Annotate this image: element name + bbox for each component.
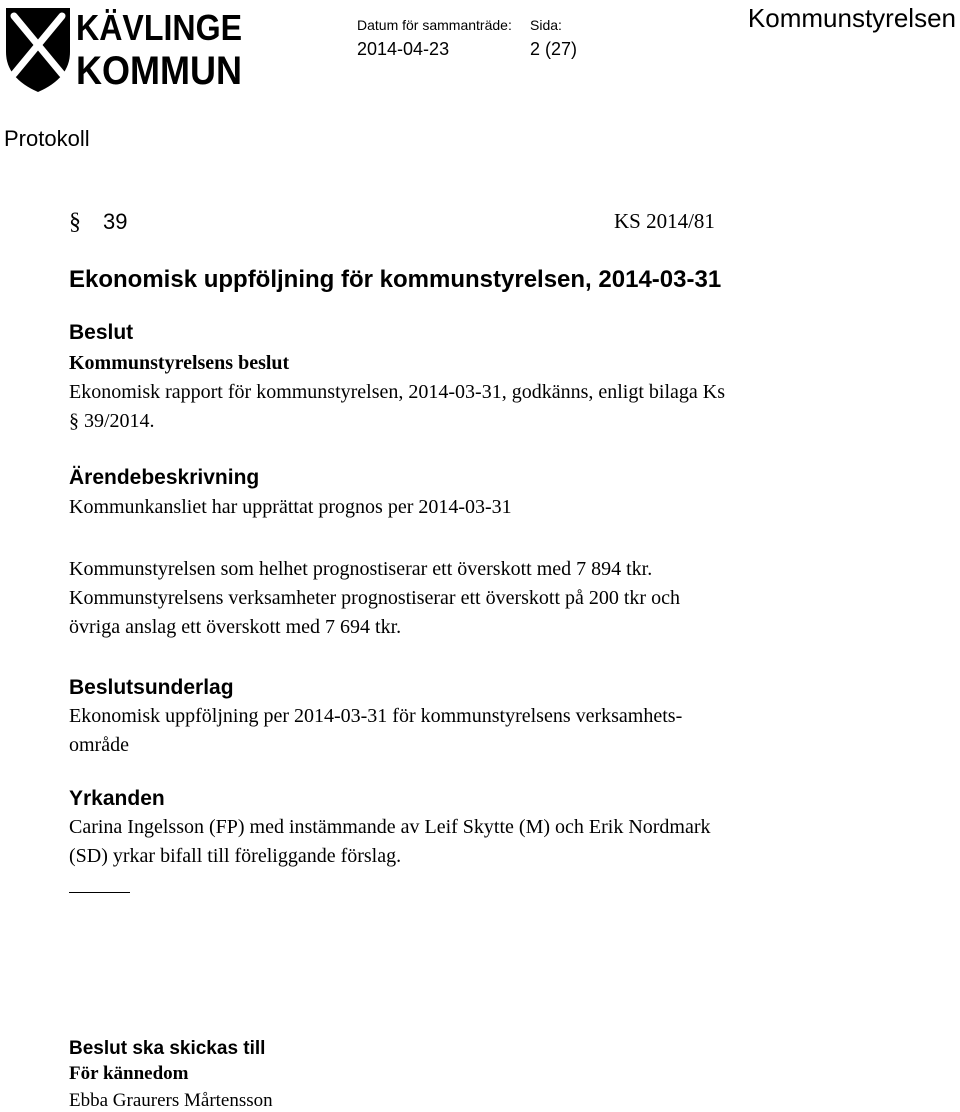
item-number: 39 [103,209,128,234]
beslut-text-line1: Ekonomisk rapport för kommunstyrelsen, 2014-03-31, godkänns, enligt bilaga Ks [69,381,726,403]
page-value: 2 (27) [530,39,578,59]
yrkanden-line2: (SD) yrkar bifall till föreliggande förslag. [69,845,402,867]
board-name: Kommunstyrelsen [747,3,956,33]
meeting-date-label: Datum för sammanträde: [357,17,512,33]
section-divider [69,892,130,893]
beslutsunderlag-heading: Beslutsunderlag [69,676,234,699]
yrkanden-line1: Carina Ingelsson (FP) med instämmande av Leif Skytte (M) och Erik Nordmark [69,816,711,838]
beslut-text-line2: § 39/2014. [69,410,155,432]
arendebeskrivning-p2: Kommunstyrelsen som helhet prognostiserar ett överskott med 7 894 tkr. [69,558,653,580]
arendebeskrivning-heading: Ärendebeskrivning [69,466,260,489]
logo-line1: KÄVLINGE [76,7,242,48]
distribution-heading: Beslut ska skickas till [69,1038,266,1059]
arendebeskrivning-p3-line1: Kommunstyrelsens verksamheter prognostiserar ett överskott på 200 tkr och [69,587,680,609]
coat-of-arms-icon [4,4,244,94]
document-type: Protokoll [4,126,90,151]
beslutsunderlag-line1: Ekonomisk uppföljning per 2014-03-31 för kommunstyrelsens verksamhets- [69,705,683,727]
logo-line2: KOMMUN [76,49,242,93]
distribution-subheading: För kännedom [69,1063,189,1084]
beslut-heading: Beslut [69,321,134,344]
beslut-subheading: Kommunstyrelsens beslut [69,352,290,374]
beslutsunderlag-line2: område [69,734,129,756]
distribution-recipient: Ebba Graurers Mårtensson [69,1090,273,1111]
meeting-date-value: 2014-04-23 [357,39,450,59]
arendebeskrivning-p1: Kommunkansliet har upprättat prognos per 2014-03-31 [69,496,512,518]
section-mark: § [69,209,81,235]
yrkanden-heading: Yrkanden [69,787,165,810]
case-number: KS 2014/81 [614,209,715,233]
arendebeskrivning-p3-line2: övriga anslag ett överskott med 7 694 tkr. [69,616,402,638]
page-label: Sida: [530,17,562,33]
item-title: Ekonomisk uppföljning för kommunstyrelsen, 2014-03-31 [69,266,722,293]
municipality-logo [4,4,244,94]
